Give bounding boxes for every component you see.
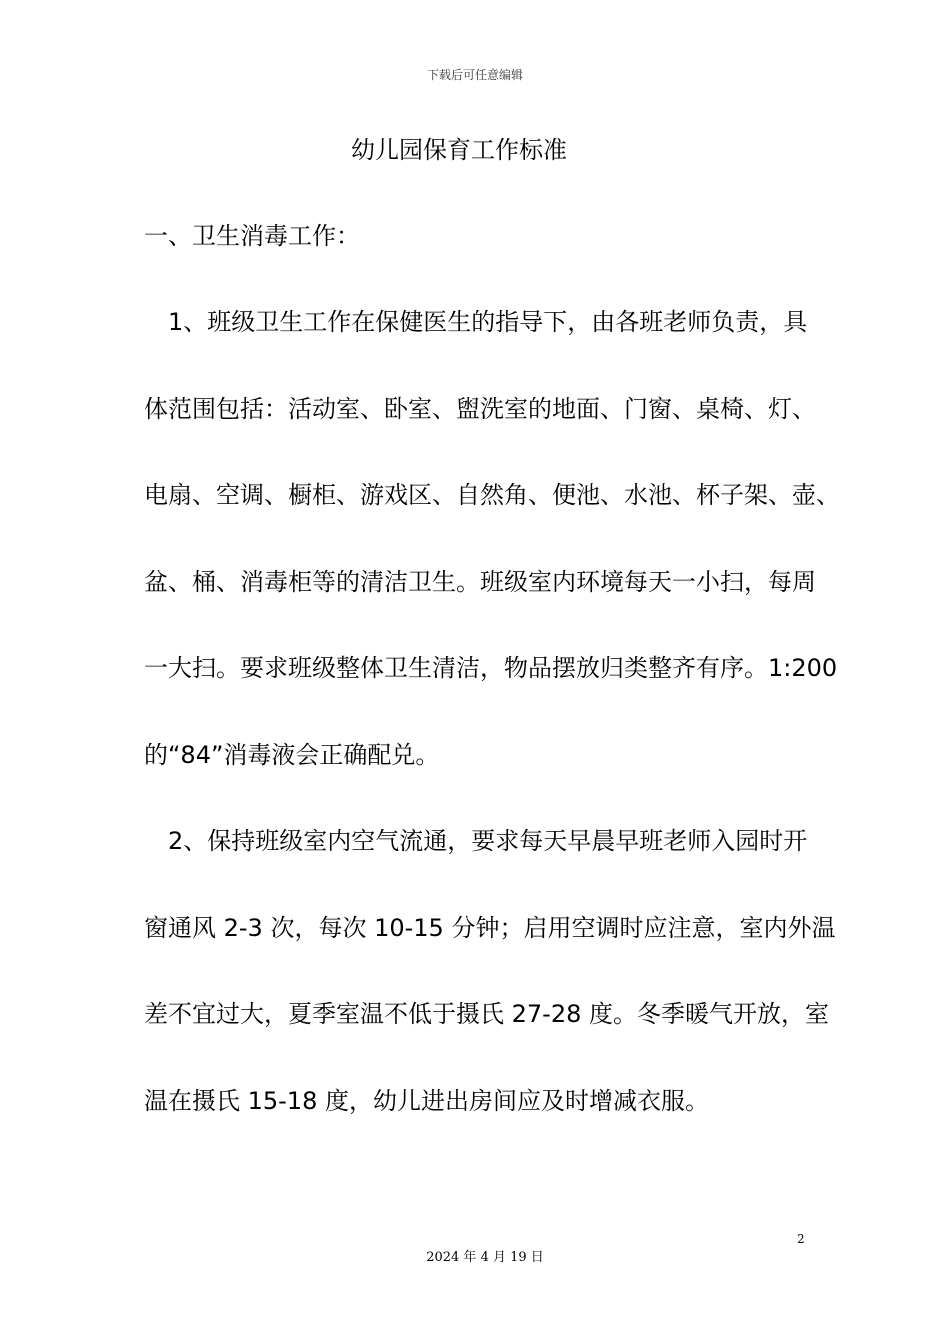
paragraph-line: 体范围包括：活动室、卧室、盥洗室的地面、门窗、桌椅、灯、 bbox=[144, 395, 816, 423]
paragraph-line: 差不宜过大，夏季室温不低于摄氏 27-28 度。冬季暖气开放，室 bbox=[144, 1000, 829, 1028]
paragraph-line: 温在摄氏 15-18 度，幼儿进出房间应及时增减衣服。 bbox=[144, 1087, 709, 1115]
paragraph-line: 电扇、空调、橱柜、游戏区、自然角、便池、水池、杯子架、壶、 bbox=[144, 481, 840, 509]
section-heading: 一、卫生消毒工作： bbox=[144, 222, 360, 250]
paragraph-line: 的“84”消毒液会正确配兑。 bbox=[144, 741, 440, 769]
footer-date: 2024 年 4 月 19 日 bbox=[426, 1250, 544, 1265]
paragraph-line: 一大扫。要求班级整体卫生清洁，物品摆放归类整齐有序。1:200 bbox=[144, 654, 838, 682]
paragraph-line: 盆、桶、消毒柜等的清洁卫生。班级室内环境每天一小扫，每周 bbox=[144, 568, 816, 596]
page-number: 2 bbox=[797, 1232, 805, 1246]
paragraph-line: 2、保持班级室内空气流通，要求每天早晨早班老师入园时开 bbox=[144, 827, 808, 855]
paragraph-line: 窗通风 2-3 次，每次 10-15 分钟；启用空调时应注意，室内外温 bbox=[144, 914, 836, 942]
document-title: 幼儿园保育工作标准 bbox=[351, 136, 567, 164]
paragraph-line: 1、班级卫生工作在保健医生的指导下，由各班老师负责，具 bbox=[144, 308, 808, 336]
header-note: 下载后可任意编辑 bbox=[426, 68, 523, 82]
